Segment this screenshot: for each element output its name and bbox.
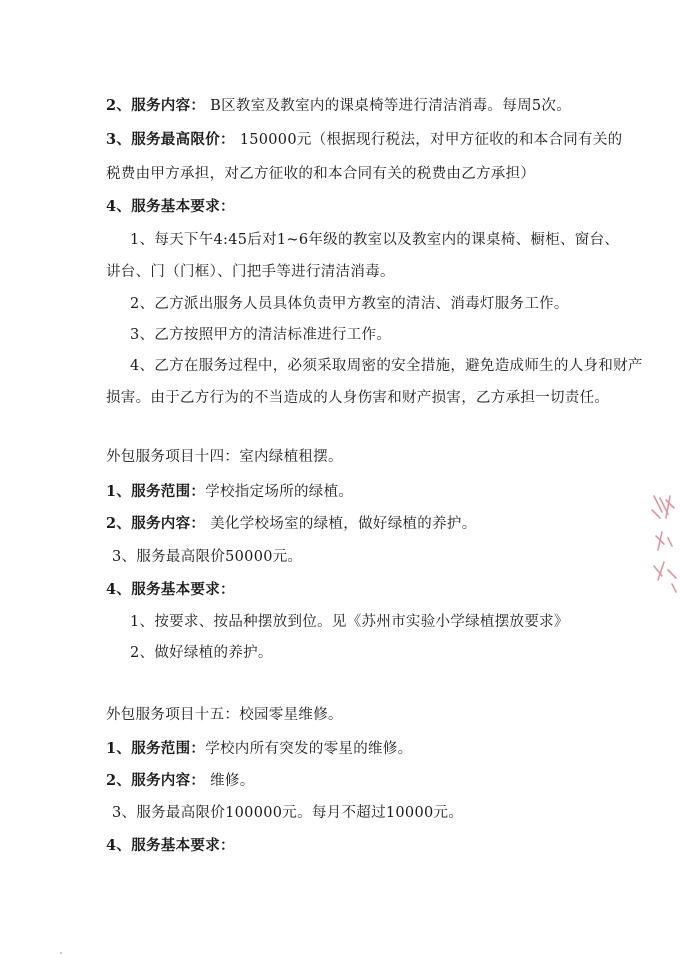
line-label: 3、服务最高限价： xyxy=(106,131,235,148)
line-text: 讲台、门（门框）、门把手等进行清洁消毒。 xyxy=(106,264,395,280)
line-label: 1、服务范围： xyxy=(106,483,206,500)
line-requirement-2 xyxy=(130,294,569,314)
scan-speck xyxy=(60,952,62,954)
section-title-15 xyxy=(106,705,343,725)
line-tax-note xyxy=(106,164,535,184)
seal-stamp-icon xyxy=(646,488,680,598)
line-text: 损害。由于乙方行为的不当造成的人身伤害和财产损害，乙方承担一切责任。 xyxy=(106,390,610,406)
line-text: 3、服务最高限价100000元。每月不超过10000元。 xyxy=(112,805,464,821)
line-text: 1、每天下午4:45后对1~6年级的教室以及教室内的课桌椅、橱柜、窗台、 xyxy=(130,232,620,248)
line-content-15 xyxy=(106,771,255,791)
line-text: 美化学校场室的绿植，做好绿植的养护。 xyxy=(205,516,477,532)
line-service-content xyxy=(106,96,571,116)
line-label: 1、服务范围： xyxy=(106,740,206,757)
line-max-price xyxy=(106,130,622,150)
line-label: 4、服务基本要求： xyxy=(106,837,235,854)
line-max-price-15 xyxy=(112,803,463,823)
line-text: 税费由甲方承担，对乙方征收的和本合同有关的税费由乙方承担） xyxy=(106,166,536,182)
line-requirement-14-1 xyxy=(130,612,569,632)
line-text: 4、乙方在服务过程中，必须采取周密的安全措施，避免造成师生的人身和财产 xyxy=(130,358,643,374)
line-max-price-14 xyxy=(112,547,302,567)
line-requirement-4a xyxy=(130,356,643,376)
line-text: 2、做好绿植的养护。 xyxy=(130,645,273,661)
line-requirement-1b xyxy=(106,262,395,282)
line-requirements-heading-15 xyxy=(106,836,235,856)
line-text: 3、乙方按照甲方的清洁标准进行工作。 xyxy=(130,327,392,343)
line-requirement-14-2 xyxy=(130,643,273,663)
line-text: 外包服务项目十四：室内绿植租摆。 xyxy=(106,449,343,465)
line-requirement-1a xyxy=(130,230,619,250)
line-label: 4、服务基本要求： xyxy=(106,581,235,598)
line-label: 2、服务内容： xyxy=(106,772,206,789)
line-text: 外包服务项目十五：校园零星维修。 xyxy=(106,707,343,723)
line-text: 2、乙方派出服务人员具体负责甲方教室的清洁、消毒灯服务工作。 xyxy=(130,296,569,312)
line-label: 2、服务内容： xyxy=(106,515,206,532)
line-text: 学校指定场所的绿植。 xyxy=(205,484,354,500)
line-scope-14 xyxy=(106,482,353,502)
line-text: 维修。 xyxy=(205,773,255,789)
section-title-14 xyxy=(106,447,343,467)
line-label: 2、服务内容： xyxy=(106,97,206,114)
line-requirements-heading xyxy=(106,197,235,217)
line-label: 4、服务基本要求： xyxy=(106,198,235,215)
seal-stamp-partial xyxy=(646,488,680,598)
line-text: B区教室及教室内的课桌椅等进行清洁消毒。每周5次。 xyxy=(205,98,571,114)
line-scope-15 xyxy=(106,739,412,759)
line-text: 150000元（根据现行税法，对甲方征收的和本合同有关的 xyxy=(234,132,623,148)
line-requirement-4b xyxy=(106,388,609,408)
line-content-14 xyxy=(106,514,477,534)
line-text: 学校内所有突发的零星的维修。 xyxy=(205,741,413,757)
line-text: 3、服务最高限价50000元。 xyxy=(112,549,303,565)
line-requirements-heading-14 xyxy=(106,580,235,600)
line-requirement-3 xyxy=(130,325,391,345)
line-text: 1、按要求、按品种摆放到位。见《苏州市实验小学绿植摆放要求》 xyxy=(130,614,569,630)
